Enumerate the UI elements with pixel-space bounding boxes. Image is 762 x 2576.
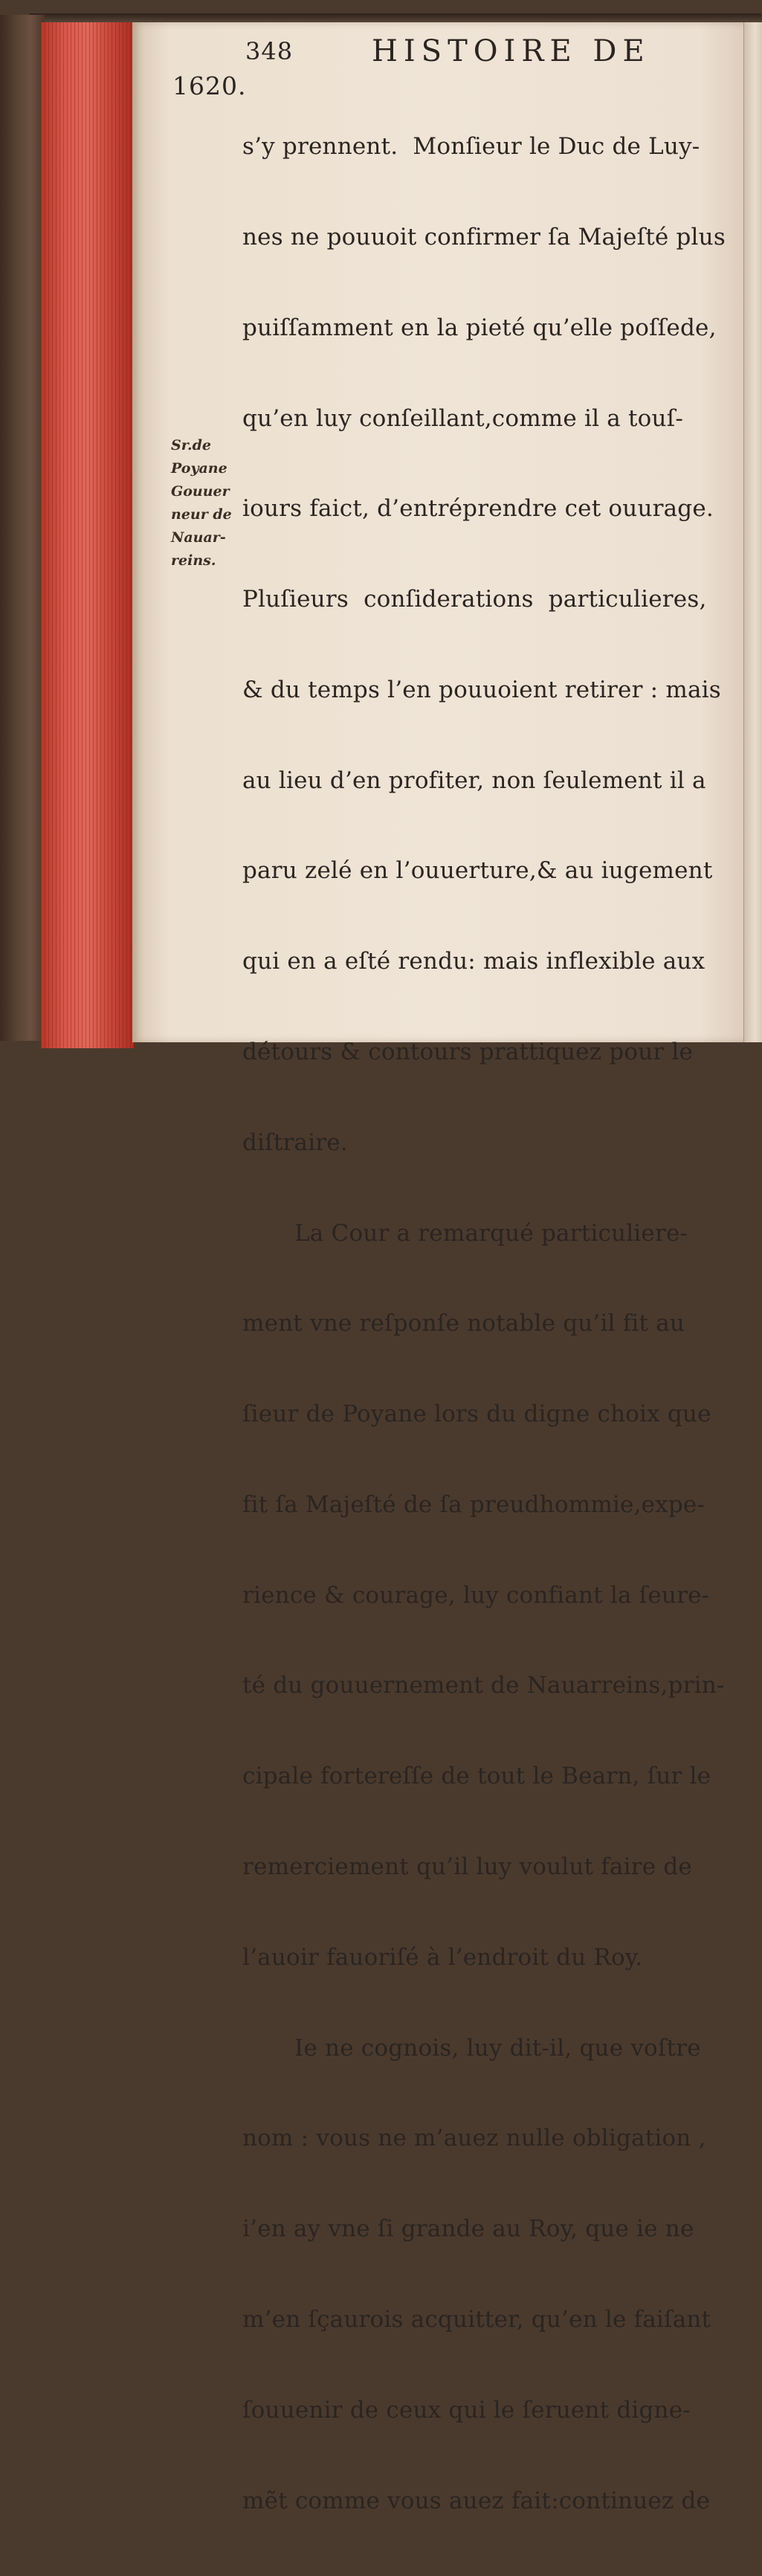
- marginal-note-line: Poyane: [171, 460, 227, 477]
- marginal-year: 1620.: [172, 71, 247, 100]
- text-line: mẽt comme vous auez fait:continuez de: [242, 2487, 711, 2514]
- text-line: rience & courage, luy confiant la ſeure-: [242, 1581, 710, 1609]
- text-line: i’en ay vne ſi grande au Roy, que ie ne: [242, 2215, 694, 2243]
- text-line: qui en a eſté rendu: mais inflexible aux: [242, 948, 706, 975]
- text-line: paru zelé en l’ouuerture,& au iugement: [242, 857, 713, 885]
- marginal-note: [171, 434, 242, 572]
- text-line: ſouuenir de ceux qui le ſeruent digne-: [242, 2396, 691, 2424]
- text-line: remerciement qu’il luy voulut faire de: [242, 1853, 692, 1881]
- text-line: s’y prennent. Monſieur le Duc de Luy-: [242, 133, 700, 161]
- text-line: l’auoir fauoriſé à l’endroit du Roy.: [242, 1943, 643, 1971]
- page-number: 348: [245, 37, 294, 65]
- marginal-note-line: Sr.de: [171, 437, 211, 453]
- text-line: diſtraire.: [242, 1129, 348, 1156]
- text-line: nes ne pouuoit confirmer ſa Majeſté plus: [242, 223, 726, 251]
- text-line: cipale fortereſſe de tout le Bearn, ſur le: [242, 1763, 711, 1790]
- text-line: ment vne reſponſe notable qu’il fit au: [242, 1310, 685, 1337]
- text-line: La Cour a remarqué particuliere-: [294, 1219, 688, 1247]
- text-line: iours faict, d’entréprendre cet ouurage.: [242, 495, 714, 523]
- marginal-note-line: Gouuer: [171, 483, 230, 500]
- text-line: au lieu d’en profiter, non ſeulement il a: [242, 766, 706, 794]
- marginal-note-line: Nauar-: [171, 529, 226, 546]
- text-line: ſieur de Poyane lors du digne choix que: [242, 1401, 711, 1428]
- marginal-note-line: neur de: [171, 506, 232, 523]
- text-line: détours & contours prattiquez pour le: [242, 1039, 694, 1065]
- running-title: HISTOIRE DE: [372, 34, 650, 68]
- text-line: puiſſamment en la pieté qu’elle poſſede,: [242, 314, 717, 341]
- text-line: Ie ne cognois, luy dit-il, que voſtre: [294, 2034, 701, 2062]
- text-line: Pluſieurs conſiderations particulieres,: [242, 586, 707, 613]
- text-line: qu’en luy conſeillant,comme il a touſ-: [242, 404, 684, 432]
- red-page-edges: [41, 22, 135, 1048]
- text-line: fit ſa Majeſté de ſa preudhommie,expe-: [242, 1491, 706, 1518]
- running-head: [245, 31, 662, 73]
- text-line: & du temps l’en pouuoient retirer : mais: [242, 676, 721, 703]
- text-line: nom : vous ne m’auez nulle obligation ,: [242, 2125, 706, 2152]
- body-text: [242, 71, 726, 2576]
- marginal-note-line: reins.: [171, 552, 216, 569]
- text-line: m’en ſçaurois acquitter, qu’en le faiſant: [242, 2305, 711, 2333]
- facing-page-strip: [743, 22, 762, 1042]
- book-cover-left: [0, 15, 45, 1041]
- text-line: té du gouuernement de Nauarreins,prin-: [242, 1672, 725, 1699]
